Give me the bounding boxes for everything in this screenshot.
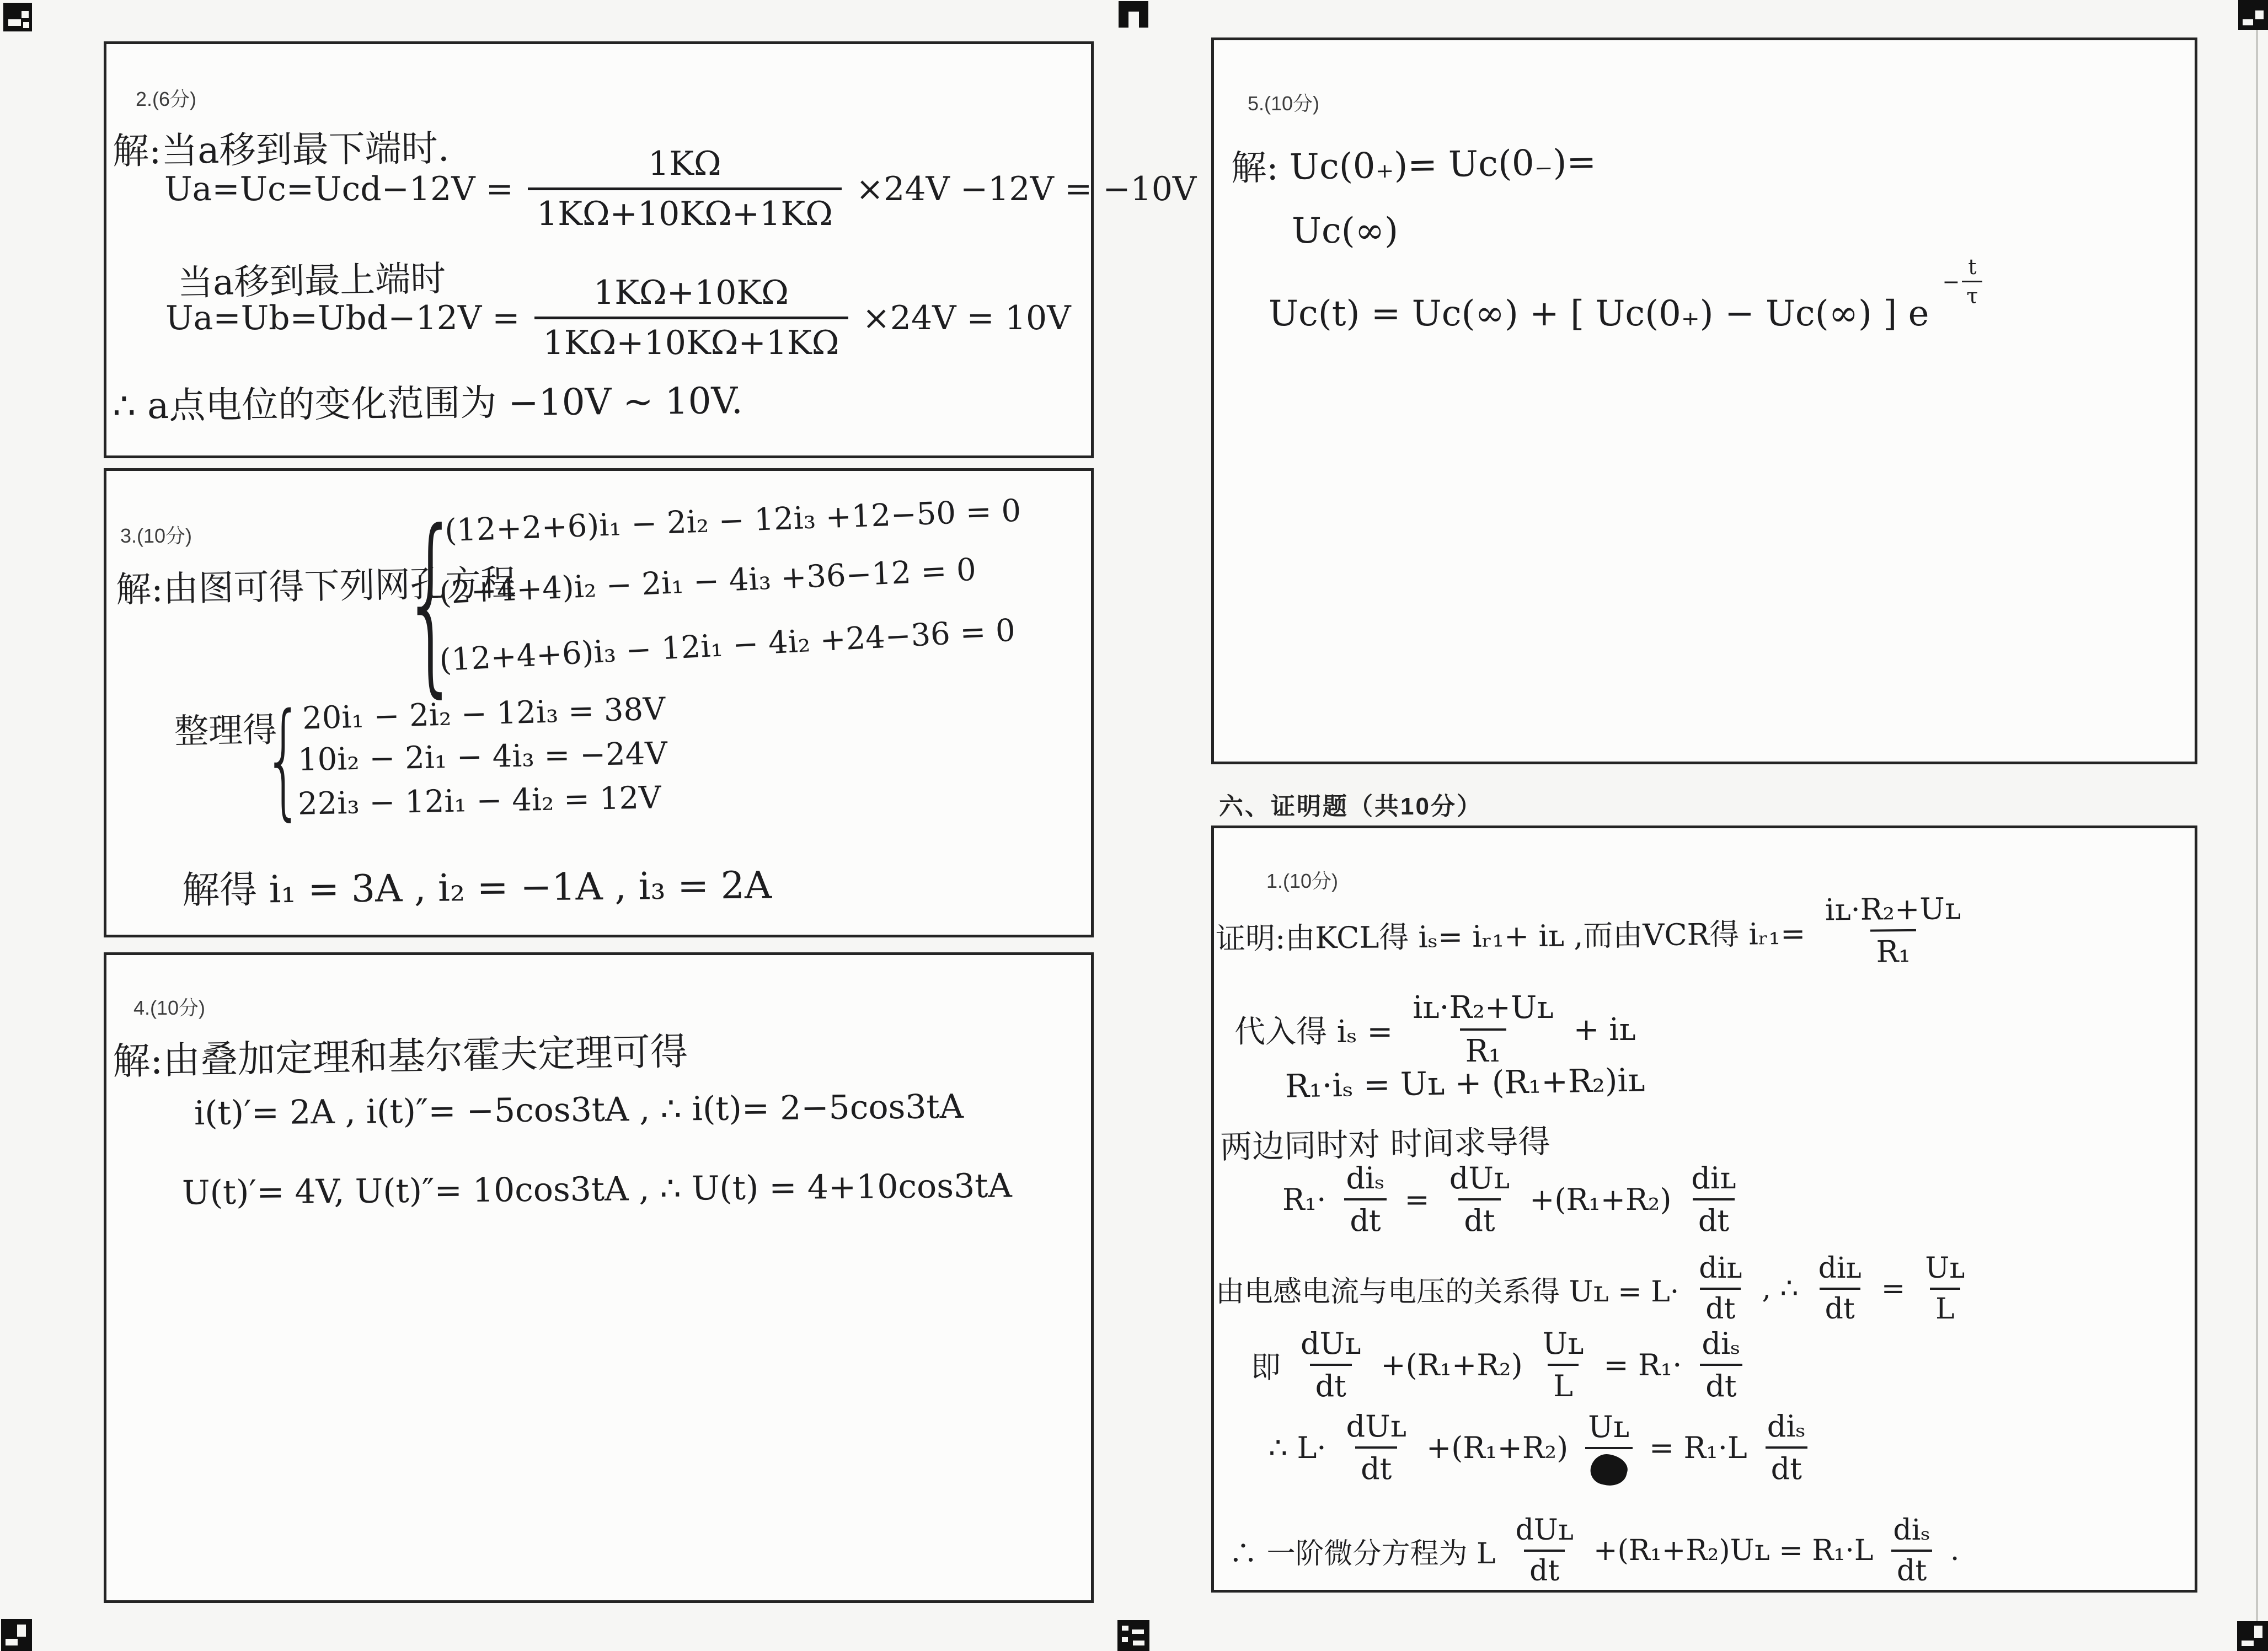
q2-eq1-fraction: $\frac{1K\Omega}{1K\Omega+10K\Omega+1K\Omega}$ (528, 144, 842, 233)
q6-l8-lead: ∴ L· (1269, 1430, 1326, 1465)
q6-l6-text: 由电感电流与电压的关系得 Uʟ = L· (1216, 1275, 1679, 1309)
q6-l8-equals: = R₁·L (1649, 1430, 1747, 1465)
q6-l5-coef: R₁· (1282, 1182, 1326, 1217)
q6-substitute-line (1234, 990, 1636, 1069)
fiducial-marker-bottom-center-icon (1117, 1620, 1149, 1651)
q3-result: 解得 i₁ = 3A , i₂ = −1A , i₃ = 2A (181, 864, 772, 913)
q5-response-equation (1269, 255, 1985, 340)
q2-eq2-lhs: Ua=Ub=Ubd−12V = (165, 298, 520, 337)
section-header-proof: 六、证明题（共10分） (1219, 793, 1483, 820)
q6-l6-frac-dil-dt2: $\frac{\text{diʟ}}{dt}$ (1818, 1252, 1862, 1326)
q6-l5-frac-dul-dt: $\frac{\text{dUʟ}}{dt}$ (1449, 1161, 1510, 1238)
q6-proof-line1 (1215, 891, 1972, 975)
q3-system2-brace: { (264, 688, 304, 833)
q6-l8-plus-term: +(R₁+R₂) (1426, 1430, 1569, 1465)
q6-l5-plus-term: +(R₁+R₂) (1529, 1182, 1672, 1217)
q6-l8-frac-dis-dt: $\frac{\text{diₛ}}{dt}$ (1762, 1409, 1811, 1486)
q6-l8-frac-dul-dt: $\frac{\text{dUʟ}}{dt}$ (1346, 1409, 1406, 1486)
q3-mesh-eq-3: (12+4+6)i₃ − 12i₁ − 4i₂ +24−36 = 0 (438, 612, 1017, 679)
q3-tidy-eq-3: 22i₃ − 12i₁ − 4i₂ = 12V (297, 780, 662, 822)
q6-l1-text: 证明:由KCL得 iₛ= iᵣ₁+ iʟ ,而由VCR得 iᵣ₁= (1215, 916, 1806, 956)
fiducial-marker-top-left-icon (3, 3, 32, 31)
q6-l9-lead: ∴ 一阶微分方程为 L (1229, 1537, 1496, 1570)
q3-tidy-eq-1: 20i₁ − 2i₂ − 12i₃ = 38V (302, 691, 666, 737)
q5-exponent (1943, 255, 1985, 308)
q2-eq1-lhs: Ua=Uc=Ucd−12V = (164, 169, 513, 208)
q5-exp-fraction: $\frac{t}{\tau}$ (1962, 255, 1982, 308)
q4-voltage-line: U(t)′= 4V, U(t)″= 10cos3tA , ∴ U(t) = 4+10cos3tA (181, 1166, 1012, 1213)
q6-l7-frac-dis-dt: $\frac{\text{diₛ}}{dt}$ (1696, 1326, 1746, 1403)
q2-step2: 当a移到最上端时 (177, 258, 446, 304)
q6-l7-equals: = R₁· (1603, 1347, 1682, 1382)
q2-eq1-rhs: ×24V −12V = −10V (855, 169, 1197, 208)
scan-edge-line (2256, 0, 2258, 1651)
q6-l2-tail: + iʟ (1573, 1011, 1636, 1048)
q3-tidy-label: 整理得 (174, 709, 277, 752)
q6-l9-period: . (1950, 1534, 1960, 1567)
q3-label: 3.(10分) (120, 524, 192, 547)
q6-derivative-intro: 两边同时对 时间求导得 (1219, 1122, 1551, 1166)
q6-l7-plus-term: +(R₁+R₂) (1381, 1347, 1523, 1382)
q5-label: 5.(10分) (1248, 92, 1320, 115)
q6-l1-fraction: $\frac{\text{iʟ·R₂+Uʟ}}{\text{R₁}}$ (1825, 891, 1961, 969)
q4-label: 4.(10分) (133, 996, 206, 1019)
q4-intro: 解:由叠加定理和基尔霍夫定理可得 (112, 1030, 688, 1084)
q5-steady-state: Uc(∞) (1292, 211, 1399, 251)
q6-final-equation (1229, 1514, 1959, 1588)
q6-l5-frac-dil-dt: $\frac{\text{diʟ}}{dt}$ (1691, 1161, 1736, 1238)
q2-equation-1 (164, 144, 1196, 233)
q6-l6-frac-ul-l: $\frac{\text{Uʟ}}{L}$ (1925, 1252, 1965, 1326)
q3-mesh-eq-2: (2+4+4)i₂ − 2i₁ − 4i₃ +36−12 = 0 (438, 551, 977, 612)
q6-kvl-line: R₁·iₛ = Uʟ + (R₁+R₂)iʟ (1285, 1061, 1646, 1105)
fiducial-marker-bottom-right-icon (2237, 1621, 2268, 1651)
scribble-blob (1585, 1447, 1633, 1486)
q6-inductor-relation (1216, 1252, 1976, 1326)
q6-l5-equals: = (1404, 1182, 1430, 1217)
q6-l6-frac-dil-dt: $\frac{\text{diʟ}}{dt}$ (1699, 1252, 1742, 1326)
q2-label: 2.(6分) (136, 88, 197, 110)
q2-eq2-fraction: $\frac{1K\Omega+10K\Omega}{1K\Omega+10K\Omega+1K\Omega}$ (534, 274, 848, 362)
q6-l7-frac-dul-dt: $\frac{\text{dUʟ}}{dt}$ (1301, 1326, 1361, 1403)
q5-eq-body: Uc(t) = Uc(∞) + [ Uc(0₊) − Uc(∞) ] e (1269, 293, 1929, 334)
q6-multiplied-equation (1269, 1409, 1817, 1486)
q6-l9-middle: +(R₁+R₂)Uʟ = R₁·L (1593, 1534, 1874, 1567)
q5-exp-minus: − (1942, 269, 1960, 294)
q4-current-line: i(t)′= 2A , i(t)″= −5cos3tA , ∴ i(t)= 2−5cos3tA (194, 1087, 964, 1133)
q6-l7-label: 即 (1251, 1349, 1281, 1385)
q2-eq2-rhs: ×24V = 10V (862, 298, 1071, 337)
q6-l9-frac-dul-dt: $\frac{\text{dUʟ}}{dt}$ (1515, 1514, 1574, 1588)
q6-l2-text: 代入得 iₛ = (1234, 1014, 1393, 1050)
q6-l7-frac-ul-l: $\frac{\text{Uʟ}}{L}$ (1542, 1326, 1584, 1403)
q6-l6-therefore: , ∴ (1762, 1272, 1799, 1305)
fiducial-marker-top-right-icon (2238, 0, 2268, 30)
q6-l5-frac-dis-dt: $\frac{\text{diₛ}}{dt}$ (1340, 1161, 1390, 1238)
q6-l8-scribbled-term: Uʟ (1582, 1409, 1635, 1486)
q6-l9-frac-dis-dt: $\frac{\text{diₛ}}{dt}$ (1887, 1514, 1935, 1588)
q2-equation-2 (165, 274, 1071, 362)
fiducial-marker-top-center-icon (1119, 1, 1148, 28)
q6-l2-fraction: $\frac{\text{iʟ·R₂+Uʟ}}{\text{R₁}}$ (1413, 990, 1554, 1069)
q6-derivative-equation (1282, 1161, 1747, 1238)
fiducial-marker-bottom-left-icon (1, 1619, 32, 1651)
q3-system1-brace: { (402, 489, 461, 715)
q3-intro: 解:由图可得下列网孔方程 (115, 562, 517, 611)
q2-conclusion: ∴ a点电位的变化范围为 −10V ~ 10V. (112, 379, 743, 427)
q3-mesh-eq-1: (12+2+6)i₁ − 2i₂ − 12i₃ +12−50 = 0 (444, 492, 1022, 549)
q5-initial-condition: 解: Uc(0₊)= Uc(0₋)= (1231, 142, 1597, 189)
q3-tidy-eq-2: 10i₂ − 2i₁ − 4i₃ = −24V (297, 736, 668, 778)
q2-step1: 解:当a移到最下端时. (112, 127, 450, 173)
q6-l6-equals: = (1881, 1272, 1906, 1305)
q6-rearranged-equation (1251, 1326, 1751, 1403)
q6-label: 1.(10分) (1266, 870, 1339, 892)
